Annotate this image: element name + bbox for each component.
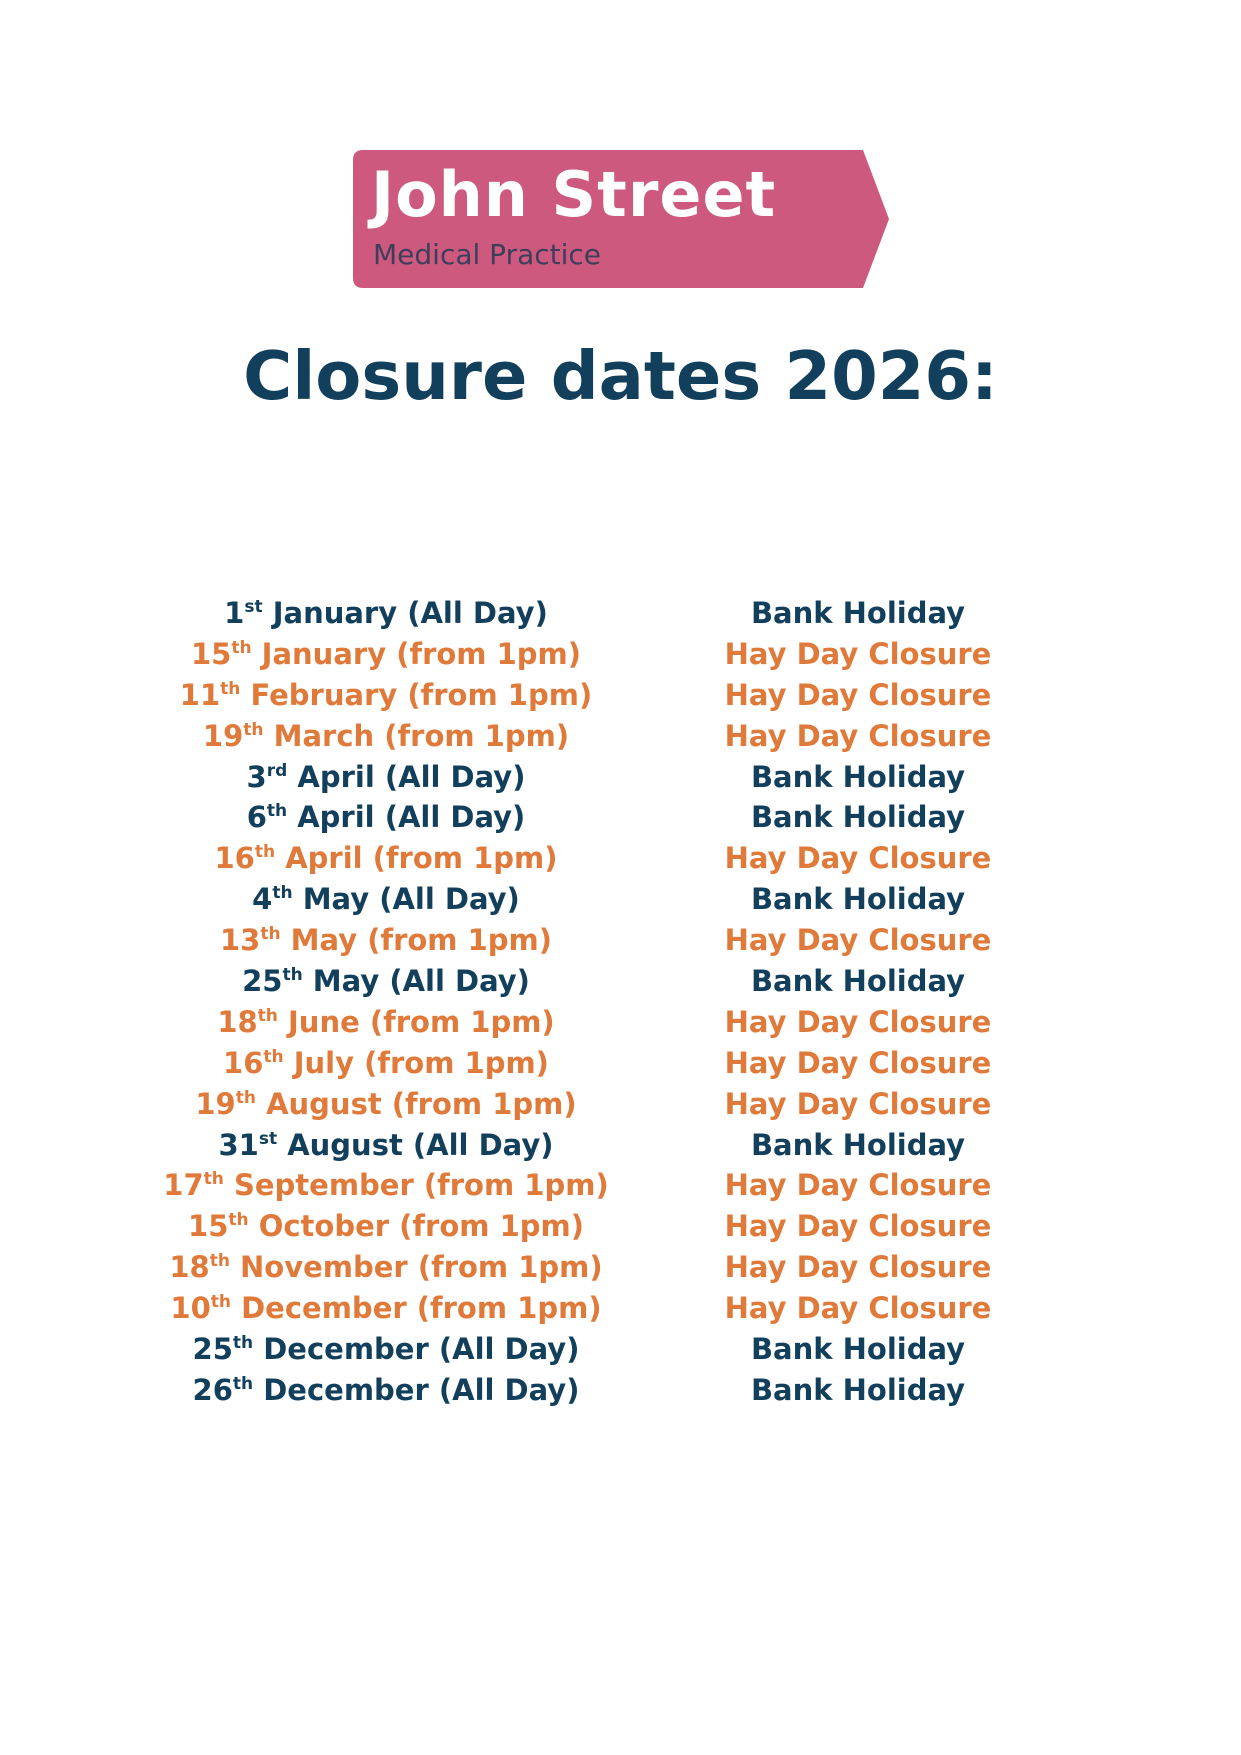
- practice-logo: [353, 150, 891, 288]
- closure-date: [247, 800, 526, 834]
- closure-month-time: June (from 1pm): [277, 1004, 555, 1039]
- closure-day-number: 15: [188, 1209, 229, 1244]
- closure-row: [0, 596, 1241, 637]
- closure-month-time: December (All Day): [253, 1332, 580, 1367]
- closure-reason: Hay Day Closure: [724, 841, 992, 876]
- closure-date: [180, 678, 592, 712]
- closure-row: [0, 1087, 1241, 1128]
- closure-date: [220, 923, 552, 957]
- closure-day-number: 25: [242, 964, 283, 999]
- closure-row: [0, 800, 1241, 841]
- closure-day-number: 11: [179, 677, 221, 712]
- closure-day-number: 15: [190, 636, 232, 671]
- closure-month-time: December (from 1pm): [231, 1291, 602, 1326]
- closure-day-number: 19: [202, 718, 244, 753]
- closure-date: [218, 1128, 553, 1162]
- closure-reason: Bank Holiday: [750, 800, 966, 835]
- closure-month-time: November (from 1pm): [229, 1250, 603, 1285]
- closure-day-suffix: st: [258, 1128, 278, 1149]
- closure-row: [0, 1209, 1241, 1250]
- closure-row: [0, 637, 1241, 678]
- closure-row: [0, 964, 1241, 1005]
- closure-day-number: 19: [195, 1086, 236, 1121]
- closure-date: [170, 1291, 601, 1325]
- closure-row: [0, 1332, 1241, 1373]
- closure-day-number: 26: [192, 1372, 233, 1407]
- closure-day-suffix: th: [203, 1169, 224, 1190]
- closure-month-time: December (All Day): [253, 1372, 580, 1407]
- closure-month-time: February (from 1pm): [240, 677, 593, 712]
- closure-day-number: 17: [163, 1168, 204, 1203]
- closure-reason: Bank Holiday: [750, 1127, 966, 1162]
- closure-reason: Hay Day Closure: [724, 1086, 992, 1121]
- closure-day-suffix: th: [228, 1210, 249, 1231]
- closure-month-time: May (All Day): [292, 882, 520, 917]
- closure-reason: Hay Day Closure: [724, 1291, 992, 1326]
- closure-day-suffix: th: [231, 637, 252, 658]
- closure-date: [217, 1005, 554, 1039]
- logo-title: John Street: [371, 158, 777, 231]
- closure-day-suffix: th: [272, 883, 293, 904]
- closure-month-time: April (All Day): [287, 759, 526, 794]
- closure-day-number: 4: [252, 882, 273, 917]
- closure-day-number: 1: [224, 596, 245, 630]
- closure-row: [0, 760, 1241, 801]
- closure-reason: Bank Holiday: [750, 596, 966, 630]
- closure-date: [203, 719, 569, 753]
- closure-day-suffix: rd: [266, 760, 288, 781]
- closure-date: [215, 841, 558, 875]
- closure-day-suffix: th: [232, 1373, 254, 1394]
- closure-reason: Bank Holiday: [750, 1372, 966, 1407]
- closure-reason: Hay Day Closure: [724, 636, 992, 671]
- closure-month-time: September (from 1pm): [223, 1168, 609, 1203]
- closure-reason: Hay Day Closure: [724, 718, 992, 753]
- closure-month-time: March (from 1pm): [263, 718, 570, 753]
- closure-day-number: 25: [192, 1332, 233, 1367]
- closure-day-number: 16: [223, 1045, 264, 1080]
- closure-day-suffix: th: [282, 965, 303, 986]
- closure-day-number: 10: [170, 1291, 211, 1326]
- closure-row: [0, 719, 1241, 760]
- closure-day-suffix: st: [244, 597, 263, 617]
- page-title: Closure dates 2026:: [243, 337, 998, 415]
- closure-reason: Bank Holiday: [750, 759, 966, 794]
- closure-reason: Hay Day Closure: [724, 923, 992, 958]
- closure-month-time: May (from 1pm): [280, 923, 553, 958]
- closure-row: [0, 1250, 1241, 1291]
- closure-day-number: 13: [219, 923, 261, 958]
- closure-row: [0, 1005, 1241, 1046]
- closure-date: [223, 1046, 549, 1080]
- closure-day-suffix: th: [257, 1005, 278, 1026]
- closure-month-time: May (All Day): [302, 964, 530, 999]
- closure-row: [0, 923, 1241, 964]
- closure-day-suffix: th: [232, 1333, 254, 1354]
- closure-date: [188, 1209, 584, 1243]
- closure-list: [0, 596, 1241, 1414]
- closure-month-time: August (from 1pm): [255, 1086, 577, 1121]
- closure-month-time: January (All Day): [262, 596, 548, 630]
- closure-date: [191, 637, 581, 671]
- closure-month-time: August (All Day): [277, 1127, 554, 1162]
- closure-row: [0, 1128, 1241, 1169]
- closure-date: [252, 882, 520, 916]
- closure-day-suffix: th: [266, 801, 288, 822]
- closure-row: [0, 1291, 1241, 1332]
- closure-reason: Hay Day Closure: [724, 1250, 992, 1285]
- closure-day-number: 18: [217, 1004, 258, 1039]
- closure-day-suffix: th: [210, 1292, 232, 1313]
- closure-day-number: 18: [169, 1250, 210, 1285]
- closure-day-suffix: th: [220, 678, 241, 699]
- closure-date: [195, 1087, 576, 1121]
- closure-date: [193, 1332, 580, 1366]
- closure-day-number: 31: [218, 1127, 259, 1162]
- closure-date: [242, 964, 530, 998]
- closure-month-time: April (from 1pm): [275, 841, 558, 876]
- closure-row: [0, 678, 1241, 719]
- closure-day-suffix: th: [260, 924, 281, 945]
- closure-day-number: 6: [246, 800, 267, 835]
- closure-day-suffix: th: [235, 1087, 256, 1108]
- closure-date: [193, 1373, 580, 1407]
- logo-subtitle: Medical Practice: [373, 238, 602, 271]
- closure-month-time: April (All Day): [287, 800, 526, 835]
- closure-reason: Bank Holiday: [750, 964, 966, 999]
- closure-day-number: 3: [246, 759, 267, 794]
- closure-row: [0, 841, 1241, 882]
- closure-reason: Bank Holiday: [750, 882, 966, 917]
- closure-date: [224, 596, 548, 630]
- closure-day-number: 16: [214, 841, 255, 876]
- closure-month-time: October (from 1pm): [248, 1209, 584, 1244]
- closure-row: [0, 1046, 1241, 1087]
- closure-day-suffix: th: [209, 1251, 230, 1272]
- closure-reason: Hay Day Closure: [724, 677, 992, 712]
- closure-day-suffix: th: [263, 1046, 284, 1067]
- closure-reason: Hay Day Closure: [724, 1168, 992, 1203]
- closure-date: [169, 1250, 602, 1284]
- closure-day-suffix: th: [243, 719, 264, 740]
- closure-month-time: January (from 1pm): [251, 636, 582, 671]
- closure-month-time: July (from 1pm): [283, 1045, 549, 1080]
- closure-row: [0, 882, 1241, 923]
- closure-reason: Hay Day Closure: [724, 1004, 992, 1039]
- closure-row: [0, 1168, 1241, 1209]
- closure-date: [247, 760, 526, 794]
- closure-day-suffix: th: [254, 842, 276, 863]
- closure-reason: Hay Day Closure: [724, 1045, 992, 1080]
- closure-reason: Bank Holiday: [750, 1332, 966, 1367]
- closure-date: [163, 1168, 608, 1202]
- closure-reason: Hay Day Closure: [724, 1209, 992, 1244]
- closure-row: [0, 1373, 1241, 1414]
